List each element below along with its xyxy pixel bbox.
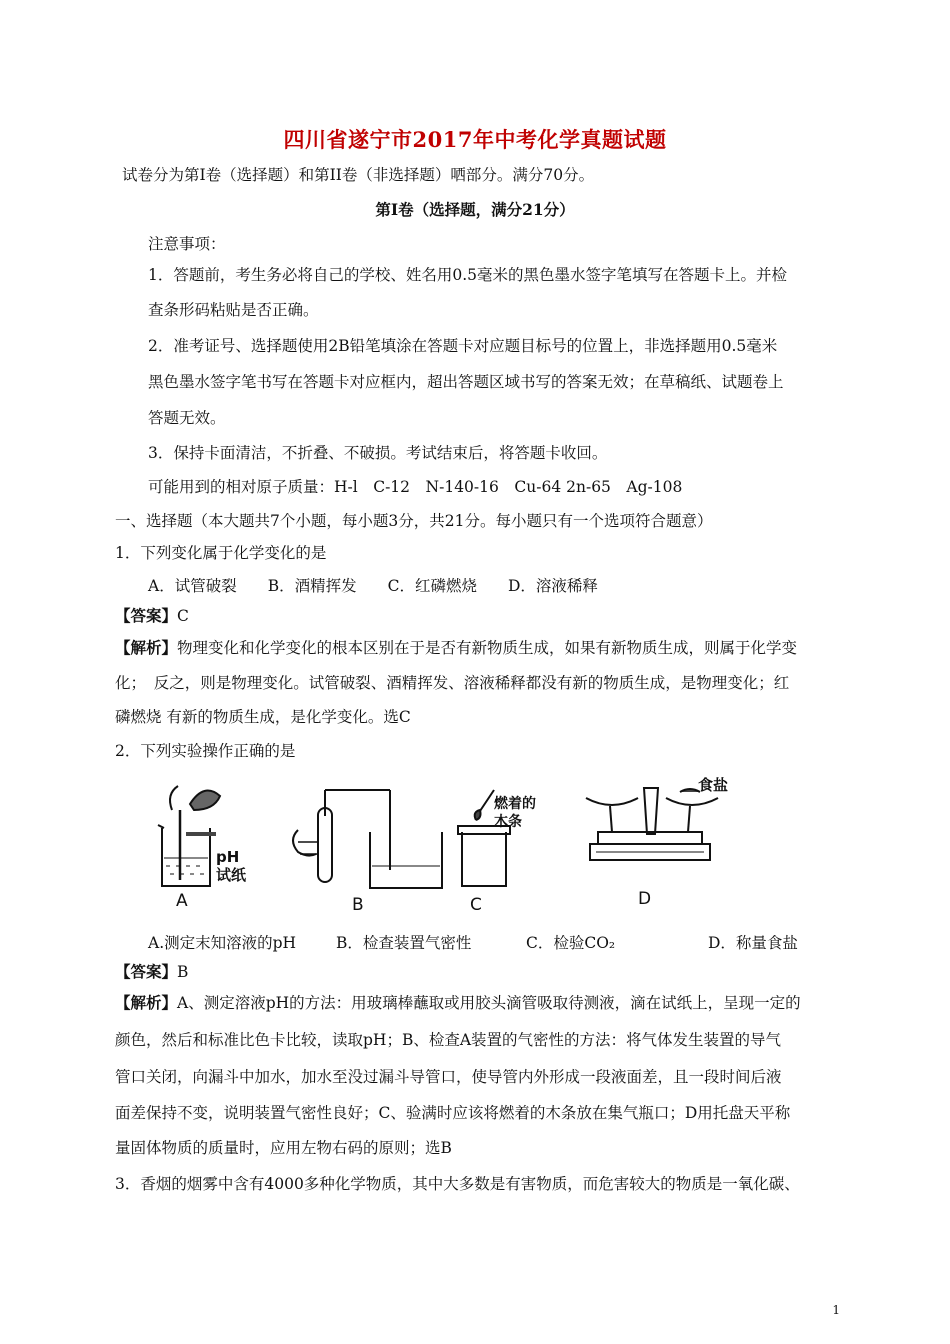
q1-analysis-line-1: 【解析】物理变化和化学变化的根本区别在于是否有新物质生成，如果有新物质生成，则属于化学变 [115,638,798,657]
note-1-line-2: 查条形码粘贴是否正确。 [148,301,319,319]
q1-answer [115,606,189,626]
page-number: 1 [832,1303,840,1317]
q2-analysis-line-3: 管口关闭，向漏斗中加水，加水至没过漏斗导管口，使导管内外形成一段液面差，且一段时间后液 [115,1068,782,1086]
q2-option-b: B．检查装置气密性 [336,934,472,952]
q2-experiment-figure [150,770,770,920]
note-3: 3．保持卡面清洁，不折叠、不破损。考试结束后，将答题卡收回。 [148,444,608,462]
figure-d-text-salt: 食盐 [698,776,729,794]
figure-d-label: D [638,889,652,909]
q2-analysis-line-4: 面差保持不变，说明装置气密性良好；C、验满时应该将燃着的木条放在集气瓶口；D用托盘天平称 [115,1104,791,1122]
q2-analysis-line-5: 量固体物质的质量时，应用左物右码的原则；选B [115,1139,452,1157]
figure-a-text-ph: pH [216,848,240,866]
answer-label: 【答案】 [115,606,178,625]
q2-answer [115,962,188,982]
section-title: 第I卷（选择题，满分21分） [375,200,575,219]
notes-heading: 注意事项： [148,235,226,253]
answer-value: B [177,963,189,981]
intro-text: 试卷分为第I卷（选择题）和第II卷（非选择题）哂部分。满分70分。 [122,166,595,184]
figure-d-balance [586,788,718,860]
q2-option-d: D．称量食盐 [708,934,798,952]
figure-b-label: B [352,895,364,915]
q2-analysis-line-2: 颜色，然后和标准比色卡比较，读取pH；B、检查A装置的气密性的方法：将气体发生装置的导气 [115,1031,782,1049]
q2-option-c: C．检验CO₂ [526,934,616,952]
figure-c-label: C [470,895,482,915]
answer-value: C [177,607,189,625]
q1-analysis-line-3: 磷燃烧 有新的物质生成，是化学变化。选C [115,708,411,726]
figure-a-text-paper: 试纸 [216,866,247,884]
q1-stem: 1．下列变化属于化学变化的是 [115,544,327,562]
page-title: 四川省遂宁市2017年中考化学真题试题 [283,127,667,152]
note-2-line-1: 2．准考证号、选择题使用2B铅笔填涂在答题卡对应题目标号的位置上，非选择题用0.5毫米 [148,337,778,355]
q1-analysis-line-2: 化； 反之，则是物理变化。试管破裂、酒精挥发、溶液稀释都没有新的物质生成，是物理变化；红 [115,674,790,692]
note-1-line-1: 1．答题前，考生务必将自己的学校、姓名用0.5毫米的黑色墨水签字笔填写在答题卡上。并检 [148,266,788,284]
figure-a-label: A [176,891,188,911]
q3-stem: 3．香烟的烟雾中含有4000多种化学物质，其中大多数是有害物质，而危害较大的物质是一氧化碳、 [115,1175,800,1193]
figure-b-airtight-check [293,790,442,888]
atomic-masses: 可能用到的相对原子质量：H-l C-12 N-140-16 Cu-64 2n-65 Ag-108 [148,478,683,496]
figure-a-ph-test [158,786,220,886]
q1-options: A．试管破裂 B．酒精挥发 C．红磷燃烧 D．溶液稀释 [148,577,598,595]
note-2-line-2: 黑色墨水签字笔书写在答题卡对应框内，超出答题区域书写的答案无效；在草稿纸、试题卷上 [148,373,784,391]
figure-c-text-stick: 木条 [494,814,522,830]
q2-stem: 2．下列实验操作正确的是 [115,742,296,760]
q2-analysis-line-1: 【解析】A、测定溶液pH的方法：用玻璃棒蘸取或用胶头滴管吸取待测液，滴在试纸上，呈现一定的 [115,993,801,1012]
q2-option-a: A.测定末知溶液的pH [148,934,297,952]
part-1-heading: 一、选择题（本大题共7个小题，每小题3分，共21分。每小题只有一个选项符合题意） [115,512,713,530]
figure-c-text-burning: 燃着的 [494,796,536,812]
analysis-label: 【解析】 [115,638,178,657]
note-2-line-3: 答题无效。 [148,409,226,427]
analysis-label: 【解析】 [115,993,178,1012]
answer-label: 【答案】 [115,962,178,981]
